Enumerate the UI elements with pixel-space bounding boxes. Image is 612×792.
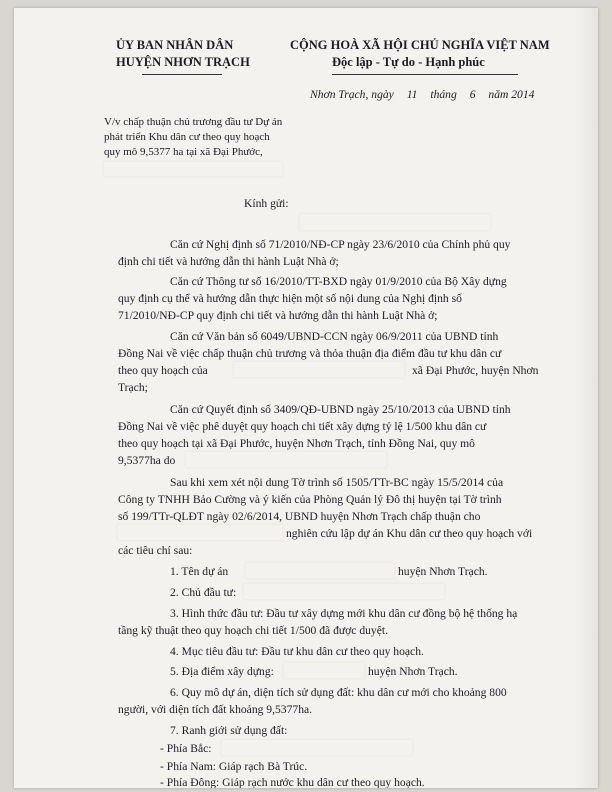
item-investor: 2. Chủ đầu tư:: [170, 586, 237, 599]
redacted-area: [234, 362, 404, 377]
redacted-area: [244, 584, 444, 599]
issuer-line2: HUYỆN NHƠN TRẠCH: [116, 55, 250, 69]
paragraph-line: Sau khi xem xét nội dung Tờ trình số 1505/TTr-BC ngày 15/5/2014 của: [170, 476, 504, 489]
nation-title: CỘNG HOÀ XÃ HỘI CHỦ NGHĨA VIỆT NAM: [290, 38, 550, 52]
date-day: 11: [406, 88, 418, 101]
redacted-area: [222, 740, 412, 755]
redacted-area: [300, 214, 490, 230]
subject-line: quy mô 9,5377 ha tại xã Đại Phước,: [104, 146, 263, 158]
paragraph-line: số 199/TTr-QLĐT ngày 02/6/2014, UBND huyện Nhơn Trạch chấp thuận cho: [118, 510, 481, 523]
date-prefix: Nhơn Trạch, ngày: [310, 88, 394, 101]
paragraph-line: các tiêu chí sau:: [118, 544, 193, 557]
boundary-east: - Phía Đông: Giáp rạch nước khu dân cư theo quy hoạch.: [160, 776, 425, 788]
paragraph-line: Công ty TNHH Bảo Cường và ý kiến của Phòng Quản lý Đô thị huyện tại Tờ trình: [118, 493, 502, 506]
paragraph-line: Căn cứ Thông tư số 16/2010/TT-BXD ngày 01/9/2010 của Bộ Xây dựng: [170, 275, 507, 288]
paragraph-line: nghiên cứu lập dự án Khu dân cư theo quy hoạch với: [286, 527, 533, 540]
paragraph-line: theo quy hoạch của: [118, 364, 208, 377]
paragraph-line: 9,5377ha do: [118, 454, 176, 467]
motto-underline: [332, 74, 518, 75]
item-location-tail: huyện Nhơn Trạch.: [368, 665, 458, 678]
paragraph-line: định chi tiết và hướng dẫn thi hành Luật Nhà ở;: [118, 255, 339, 268]
greeting: Kính gửi:: [244, 197, 289, 210]
nation-motto: Độc lập - Tự do - Hạnh phúc: [332, 55, 485, 69]
paragraph-line: xã Đại Phước, huyện Nhơn: [412, 364, 539, 377]
paragraph-line: Căn cứ Quyết định số 3409/QĐ-UBND ngày 25/10/2013 của UBND tỉnh: [170, 403, 511, 416]
date-month-label: tháng: [430, 88, 457, 101]
redacted-area: [118, 525, 282, 540]
subject-line: V/v chấp thuận chủ trương đầu tư Dự án: [104, 116, 283, 128]
document-page: [14, 8, 598, 788]
item-project-name-tail: huyện Nhơn Trạch.: [398, 565, 488, 578]
paragraph-line: Đồng Nai về việc phê duyệt quy hoạch chi tiết xây dựng tỷ lệ 1/500 khu dân cư: [118, 420, 487, 433]
item-scale-cont: người, với diện tích đất khoảng 9,5377ha.: [118, 703, 313, 716]
item-investment-form-cont: tầng kỹ thuật theo quy hoạch chi tiết 1/500 đã được duyệt.: [118, 624, 388, 637]
redacted-area: [104, 162, 282, 176]
redacted-area: [246, 563, 394, 578]
item-investment-form: 3. Hình thức đầu tư: Đầu tư xây dựng mới khu dân cư đồng bộ hệ thống hạ: [170, 607, 518, 620]
issuer-line1: ỦY BAN NHÂN DÂN: [116, 38, 234, 52]
issuer-underline: [142, 74, 222, 75]
item-boundary: 7. Ranh giới sử dụng đất:: [170, 724, 288, 737]
issue-date: [310, 88, 534, 101]
date-year: năm 2014: [488, 88, 535, 101]
item-objective: 4. Mục tiêu đầu tư: Đầu tư khu dân cư theo quy hoạch.: [170, 645, 424, 658]
paragraph-line: 71/2010/NĐ-CP quy định chi tiết và hướng dẫn thi hành Luật Nhà ở;: [118, 309, 438, 322]
paragraph-line: Trạch;: [118, 381, 148, 394]
paragraph-line: Căn cứ Văn bản số 6049/UBND-CCN ngày 06/9/2011 của UBND tỉnh: [170, 330, 499, 343]
paragraph-line: quy định cụ thể và hướng dẫn thực hiện một số nội dung của Nghị định số: [118, 292, 462, 305]
item-scale: 6. Quy mô dự án, diện tích sử dụng đất: khu dân cư mới cho khoảng 800: [170, 686, 507, 699]
item-location: 5. Địa điểm xây dựng:: [170, 665, 274, 678]
paragraph-line: Căn cứ Nghị định số 71/2010/NĐ-CP ngày 23/6/2010 của Chính phủ quy: [170, 238, 511, 251]
item-project-name: 1. Tên dự án: [170, 565, 229, 578]
page-shadow: [576, 8, 598, 788]
boundary-south: - Phía Nam: Giáp rạch Bà Trúc.: [160, 760, 308, 773]
redacted-area: [284, 663, 364, 678]
redacted-area: [186, 452, 386, 467]
paragraph-line: theo quy hoạch tại xã Đại Phước, huyện Nhơn Trạch, tỉnh Đồng Nai, quy mô: [118, 437, 475, 450]
date-month: 6: [469, 88, 476, 101]
subject-line: phát triển Khu dân cư theo quy hoạch: [104, 131, 270, 143]
boundary-north: - Phía Bắc:: [160, 742, 212, 755]
paragraph-line: Đồng Nai về việc chấp thuận chủ trương và thỏa thuận địa điểm đầu tư khu dân cư: [118, 347, 502, 360]
